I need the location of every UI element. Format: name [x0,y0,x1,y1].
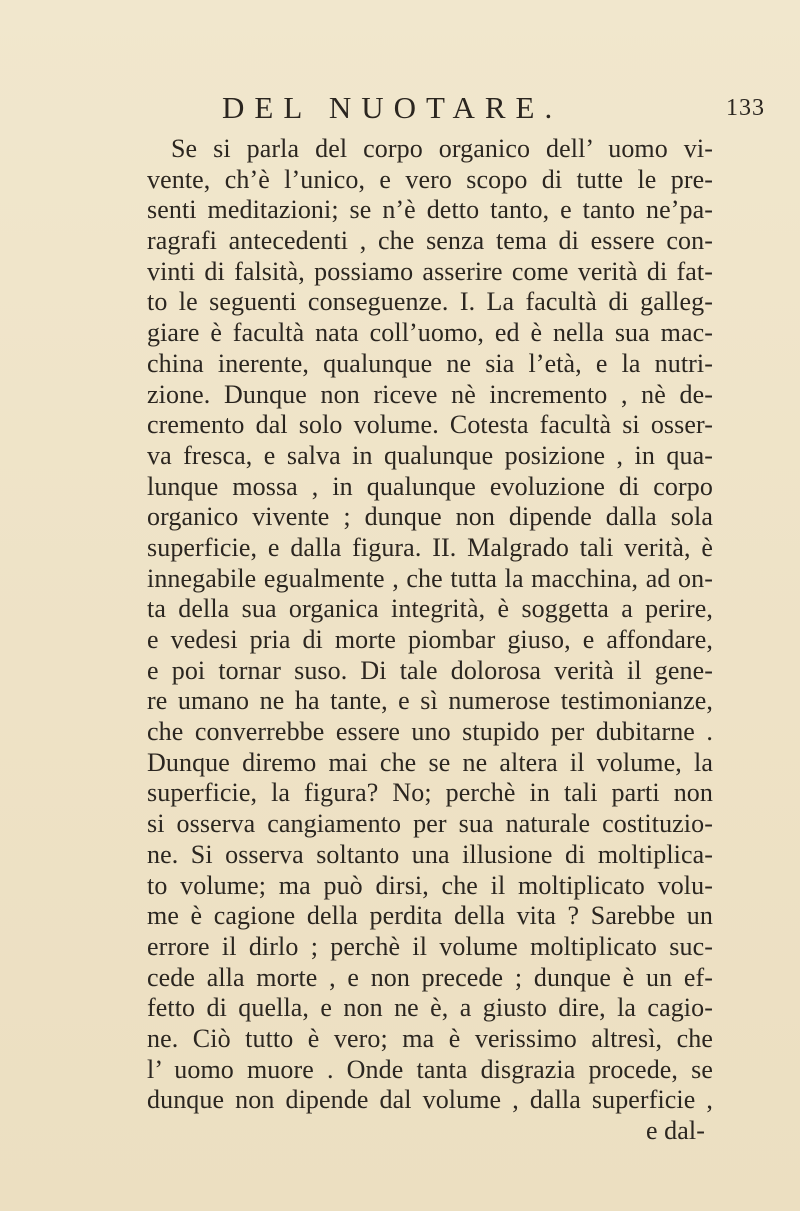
text-line: ne. Si osserva soltanto una illusione di moltiplica- [147,839,713,869]
text-line: che converrebbe essere uno stupido per dubitarne . [147,717,713,747]
text-line: cremento dal solo volume. Cotesta facultà si osser- [147,410,713,440]
text-line: superficie, la figura? No; perchè in tali parti non [147,778,713,808]
running-title: DEL NUOTARE. [222,90,563,125]
text-line: e poi tornar suso. Di tale dolorosa verità il gene- [147,655,713,685]
text-line: re umano ne ha tante, e sì numerose testimonianze, [147,686,713,716]
body-text [147,134,713,1147]
text-line: me è cagione della perdita della vita ? Sarebbe un [147,901,713,931]
text-line: ne. Ciò tutto è vero; ma è verissimo altresì, che [147,1023,713,1053]
text-line: errore il dirlo ; perchè il volume moltiplicato suc- [147,931,713,961]
text-line: ragrafi antecedenti , che senza tema di essere con- [147,226,713,256]
text-line: innegabile egualmente , che tutta la macchina, ad on- [147,563,713,593]
page-number: 133 [726,95,765,121]
text-line: lunque mossa , in qualunque evoluzione di corpo [147,471,713,501]
text-line: to volume; ma può dirsi, che il moltiplicato volu- [147,870,713,900]
text-line: cede alla morte , e non precede ; dunque è un ef- [147,962,713,992]
text-line: giare è facultà nata coll’uomo, ed è nella sua mac- [147,318,713,348]
text-line: to le seguenti conseguenze. I. La facultà di galleg- [147,287,713,317]
text-line: dunque non dipende dal volume , dalla superficie , [147,1085,713,1115]
text-line: ta della sua organica integrità, è soggetta a perire, [147,594,713,624]
running-head [0,88,800,128]
text-line: va fresca, e salva in qualunque posizione , in qua- [147,440,713,470]
text-line: vinti di falsità, possiamo asserire come verità di fat- [147,256,713,286]
text-line: e vedesi pria di morte piombar giuso, e affondare, [147,625,713,654]
text-line: superficie, e dalla figura. II. Malgrado tali verità, è [147,532,713,562]
text-line: Dunque diremo mai che se ne altera il volume, la [147,747,713,777]
text-line: zione. Dunque non riceve nè incremento , nè de- [147,379,713,409]
text-line: vente, ch’è l’unico, e vero scopo di tutte le pre- [147,164,713,194]
text-line: Se si parla del corpo organico dell’ uomo vi- [171,134,713,163]
text-line: si osserva cangiamento per sua naturale costituzio- [147,809,713,839]
text-line: senti meditazioni; se n’è detto tanto, e tanto ne’pa- [147,195,713,225]
catchword: e dal- [645,1116,705,1145]
text-line: l’ uomo muore . Onde tanta disgrazia procede, se [147,1054,713,1084]
text-line: china inerente, qualunque ne sia l’età, e la nutri- [147,348,713,378]
text-line: fetto di quella, e non ne è, a giusto dire, la cagio- [147,993,713,1023]
text-line: organico vivente ; dunque non dipende dalla sola [147,502,713,532]
